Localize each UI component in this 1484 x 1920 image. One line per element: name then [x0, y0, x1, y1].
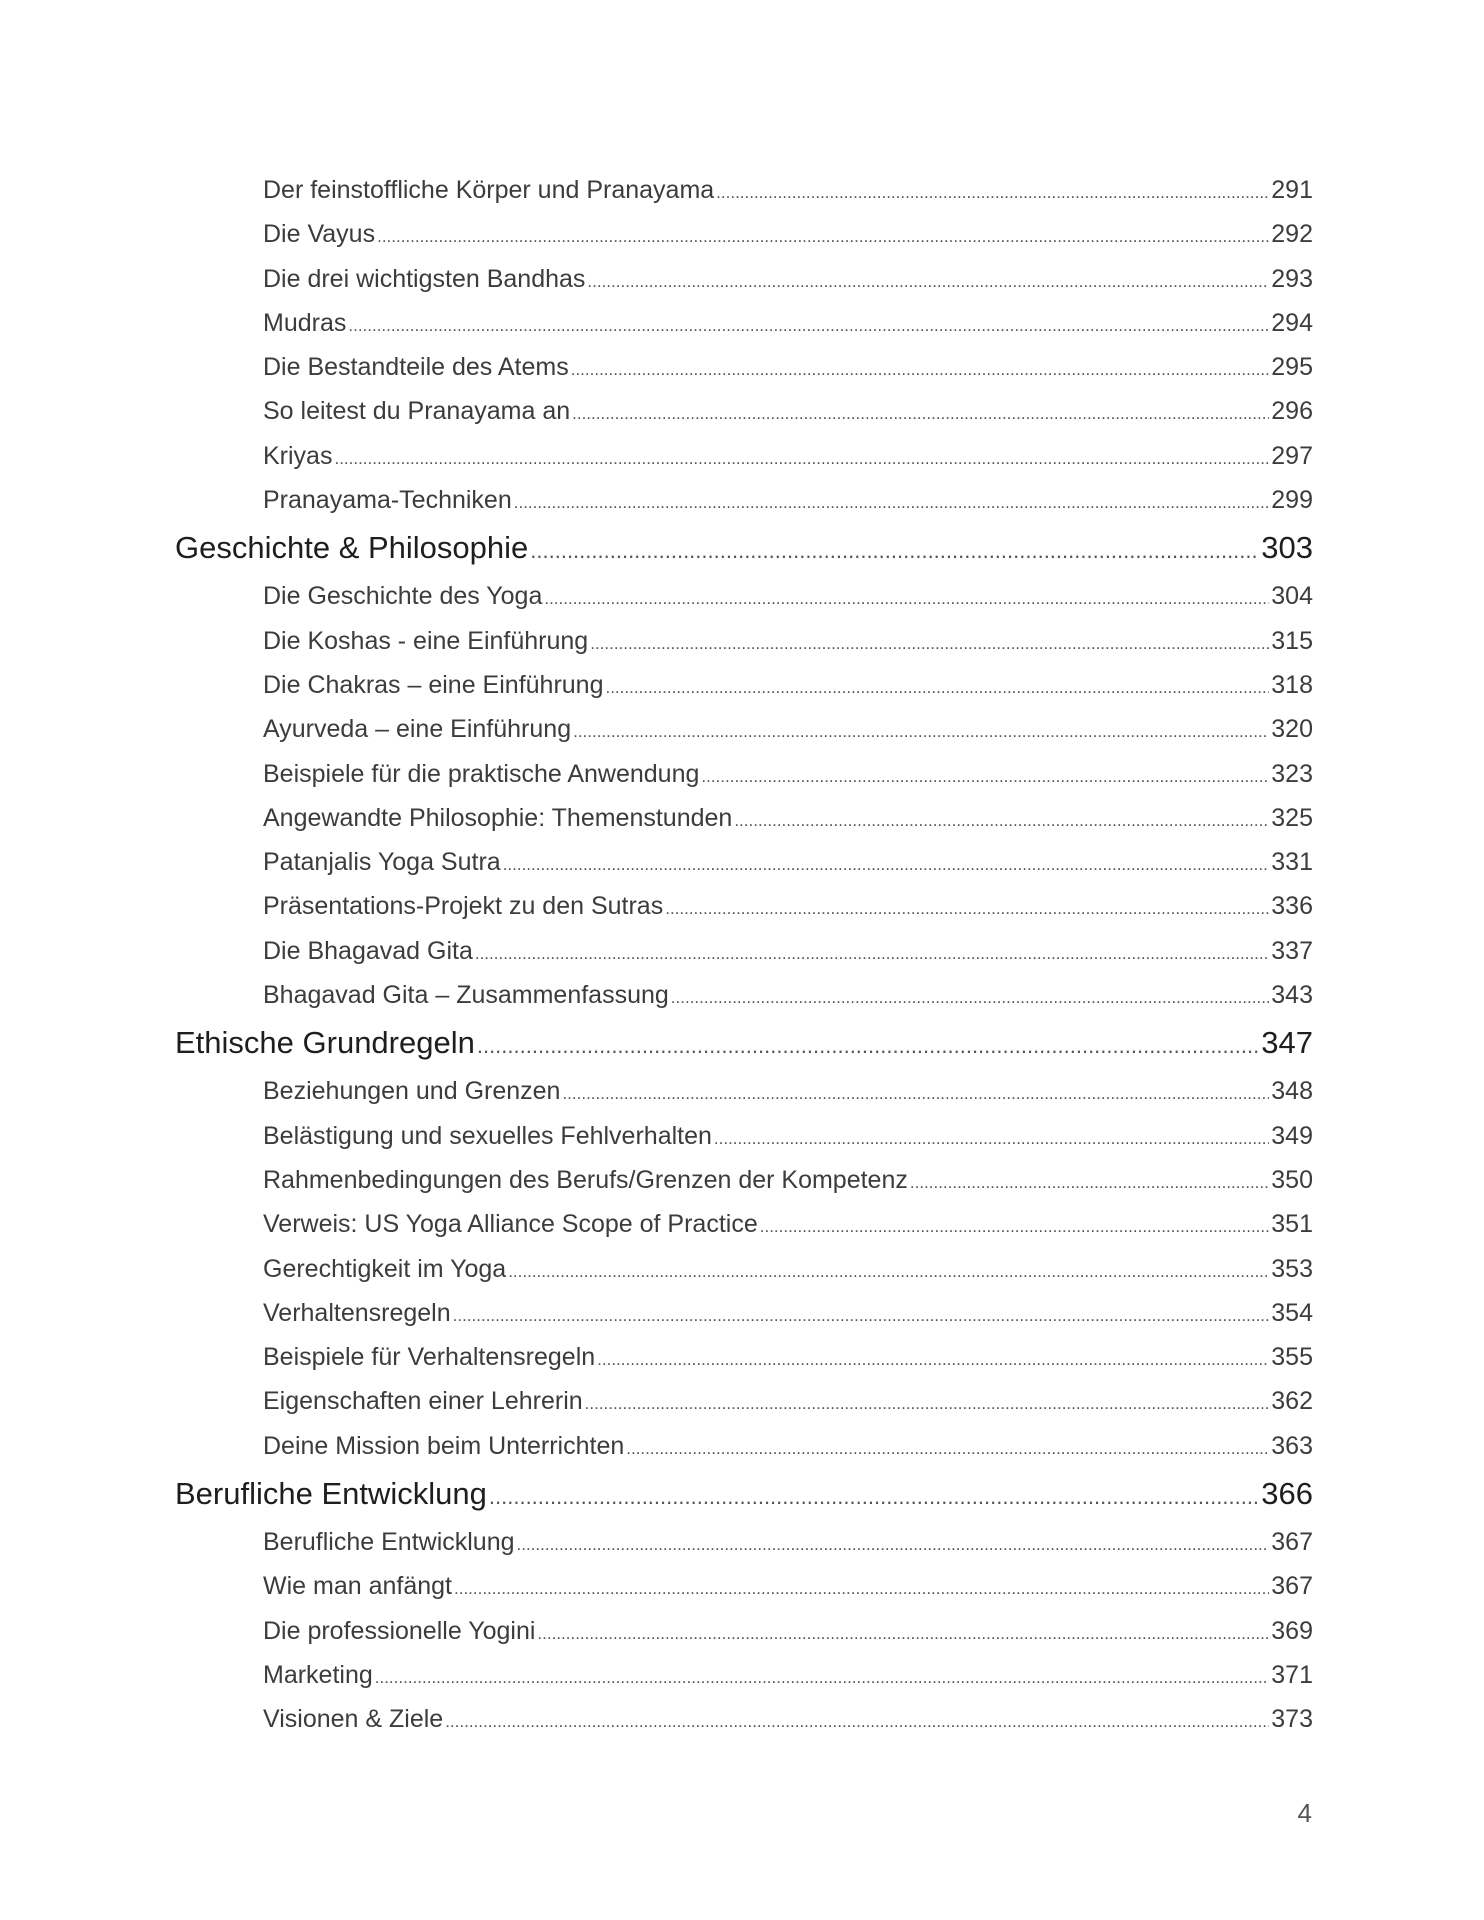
toc-entry-page-number: 304 — [1271, 582, 1313, 611]
toc-dot-leader — [508, 1250, 1269, 1294]
toc-entry-page-number: 331 — [1271, 848, 1313, 877]
toc-entry-title: Beziehungen und Grenzen — [263, 1077, 561, 1106]
toc-entry-title: Ayurveda – eine Einführung — [263, 715, 572, 744]
toc-chapter-entry[interactable] — [175, 1468, 1313, 1520]
toc-section-entry[interactable] — [263, 301, 1313, 345]
toc-entry-page-number: 347 — [1261, 1025, 1313, 1061]
toc-section-entry[interactable] — [263, 434, 1313, 478]
toc-entry-title: Präsentations-Projekt zu den Sutras — [263, 892, 664, 921]
toc-section-entry[interactable] — [263, 574, 1313, 618]
toc-entry-title: Berufliche Entwicklung — [175, 1476, 487, 1512]
toc-section-entry[interactable] — [263, 1069, 1313, 1113]
toc-section-entry[interactable] — [263, 840, 1313, 884]
toc-entry-page-number: 373 — [1271, 1705, 1313, 1734]
toc-dot-leader — [716, 171, 1269, 215]
toc-section-entry[interactable] — [263, 257, 1313, 301]
toc-entry-page-number: 293 — [1271, 264, 1313, 293]
toc-section-entry[interactable] — [263, 1697, 1313, 1741]
toc-entry-title: Belästigung und sexuelles Fehlverhalten — [263, 1121, 712, 1150]
toc-chapter-entry[interactable] — [175, 522, 1313, 574]
toc-entry-page-number: 297 — [1271, 441, 1313, 470]
toc-section-entry[interactable] — [263, 752, 1313, 796]
toc-entry-page-number: 367 — [1271, 1572, 1313, 1601]
toc-entry-title: So leitest du Pranayama an — [263, 397, 571, 426]
toc-dot-leader — [671, 976, 1269, 1020]
toc-entry-title: Deine Mission beim Unterrichten — [263, 1431, 625, 1460]
toc-entry-title: Rahmenbedingungen des Berufs/Grenzen der Kompetenz — [263, 1165, 908, 1194]
toc-entry-page-number: 371 — [1271, 1660, 1313, 1689]
toc-entry-title: Die Chakras – eine Einführung — [263, 670, 604, 699]
toc-entry-title: Marketing — [263, 1660, 373, 1689]
toc-entry-title: Patanjalis Yoga Sutra — [263, 848, 501, 877]
toc-entry-page-number: 354 — [1271, 1298, 1313, 1327]
toc-entry-title: Bhagavad Gita – Zusammenfassung — [263, 981, 669, 1010]
toc-entry-title: Visionen & Ziele — [263, 1705, 444, 1734]
toc-entry-page-number: 318 — [1271, 670, 1313, 699]
toc-section-entry[interactable] — [263, 1564, 1313, 1608]
toc-dot-leader — [375, 1656, 1270, 1700]
toc-dot-leader — [544, 577, 1269, 621]
toc-dot-leader — [910, 1161, 1269, 1205]
toc-entry-title: Verhaltensregeln — [263, 1298, 451, 1327]
toc-dot-leader — [760, 1205, 1270, 1249]
toc-section-entry[interactable] — [263, 1158, 1313, 1202]
toc-dot-leader — [514, 481, 1270, 525]
toc-entry-page-number: 294 — [1271, 308, 1313, 337]
toc-dot-leader — [605, 666, 1269, 710]
toc-entry-title: Angewandte Philosophie: Themenstunden — [263, 803, 733, 832]
toc-dot-leader — [626, 1427, 1269, 1471]
toc-entry-page-number: 303 — [1261, 530, 1313, 566]
toc-section-entry[interactable] — [263, 168, 1313, 212]
toc-section-entry[interactable] — [263, 1520, 1313, 1564]
toc-section-entry[interactable] — [263, 707, 1313, 751]
toc-entry-page-number: 355 — [1271, 1343, 1313, 1372]
toc-entry-title: Ethische Grundregeln — [175, 1025, 475, 1061]
toc-section-entry[interactable] — [263, 478, 1313, 522]
toc-dot-leader — [454, 1567, 1269, 1611]
toc-section-entry[interactable] — [263, 929, 1313, 973]
toc-entry-page-number: 350 — [1271, 1165, 1313, 1194]
toc-entry-title: Kriyas — [263, 441, 333, 470]
toc-entry-page-number: 292 — [1271, 220, 1313, 249]
toc-dot-leader — [334, 437, 1269, 481]
toc-dot-leader — [537, 1612, 1269, 1656]
toc-dot-leader — [701, 755, 1269, 799]
toc-dot-leader — [477, 1020, 1259, 1072]
toc-entry-title: Beispiele für Verhaltensregeln — [263, 1343, 596, 1372]
toc-entry-page-number: 367 — [1271, 1528, 1313, 1557]
toc-dot-leader — [453, 1294, 1270, 1338]
toc-dot-leader — [517, 1523, 1270, 1567]
toc-dot-leader — [590, 622, 1269, 666]
toc-section-entry[interactable] — [263, 345, 1313, 389]
toc-dot-leader — [489, 1471, 1259, 1523]
toc-entry-page-number: 296 — [1271, 397, 1313, 426]
toc-entry-page-number: 325 — [1271, 803, 1313, 832]
toc-entry-page-number: 299 — [1271, 486, 1313, 515]
toc-entry-page-number: 315 — [1271, 626, 1313, 655]
toc-dot-leader — [475, 932, 1269, 976]
toc-entry-title: Verweis: US Yoga Alliance Scope of Practice — [263, 1210, 758, 1239]
toc-dot-leader — [571, 348, 1270, 392]
toc-entry-page-number: 362 — [1271, 1387, 1313, 1416]
toc-dot-leader — [348, 304, 1269, 348]
toc-entry-title: Mudras — [263, 308, 347, 337]
toc-section-entry[interactable] — [263, 212, 1313, 256]
toc-entry-title: Berufliche Entwicklung — [263, 1528, 515, 1557]
toc-entry-title: Die Bhagavad Gita — [263, 936, 473, 965]
toc-entry-title: Geschichte & Philosophie — [175, 530, 529, 566]
toc-section-entry[interactable] — [263, 1379, 1313, 1423]
toc-entry-title: Eigenschaften einer Lehrerin — [263, 1387, 583, 1416]
toc-entry-title: Die Vayus — [263, 220, 376, 249]
toc-section-entry[interactable] — [263, 1424, 1313, 1468]
toc-entry-page-number: 369 — [1271, 1616, 1313, 1645]
toc-section-entry[interactable] — [263, 619, 1313, 663]
toc-dot-leader — [714, 1117, 1269, 1161]
toc-entry-page-number: 351 — [1271, 1210, 1313, 1239]
toc-section-entry[interactable] — [263, 1114, 1313, 1158]
toc-section-entry[interactable] — [263, 663, 1313, 707]
toc-dot-leader — [562, 1072, 1269, 1116]
toc-section-entry[interactable] — [263, 973, 1313, 1017]
toc-entry-title: Die Koshas - eine Einführung — [263, 626, 589, 655]
toc-entry-title: Gerechtigkeit im Yoga — [263, 1254, 507, 1283]
toc-entry-page-number: 353 — [1271, 1254, 1313, 1283]
toc-entry-page-number: 337 — [1271, 936, 1313, 965]
toc-section-entry[interactable] — [263, 1202, 1313, 1246]
toc-dot-leader — [734, 799, 1269, 843]
toc-entry-title: Pranayama-Techniken — [263, 486, 512, 515]
toc-entry-page-number: 295 — [1271, 353, 1313, 382]
toc-entry-title: Wie man anfängt — [263, 1572, 452, 1601]
toc-entry-title: Die Bestandteile des Atems — [263, 353, 569, 382]
toc-entry-page-number: 323 — [1271, 759, 1313, 788]
table-of-contents — [175, 168, 1313, 1742]
toc-section-entry[interactable] — [263, 1247, 1313, 1291]
toc-dot-leader — [665, 887, 1269, 931]
page-number: 4 — [1297, 1798, 1312, 1828]
toc-section-entry[interactable] — [263, 389, 1313, 433]
toc-dot-leader — [573, 710, 1269, 754]
toc-section-entry[interactable] — [263, 1291, 1313, 1335]
toc-dot-leader — [587, 260, 1269, 304]
toc-entry-page-number: 348 — [1271, 1077, 1313, 1106]
toc-section-entry[interactable] — [263, 1335, 1313, 1379]
toc-entry-page-number: 349 — [1271, 1121, 1313, 1150]
toc-dot-leader — [585, 1382, 1270, 1426]
toc-dot-leader — [572, 392, 1269, 436]
toc-entry-title: Die professionelle Yogini — [263, 1616, 536, 1645]
toc-section-entry[interactable] — [263, 884, 1313, 928]
toc-dot-leader — [597, 1338, 1269, 1382]
toc-entry-title: Die drei wichtigsten Bandhas — [263, 264, 586, 293]
toc-dot-leader — [445, 1700, 1269, 1744]
toc-section-entry[interactable] — [263, 796, 1313, 840]
toc-section-entry[interactable] — [263, 1609, 1313, 1653]
toc-chapter-entry[interactable] — [175, 1017, 1313, 1069]
toc-entry-page-number: 363 — [1271, 1431, 1313, 1460]
toc-entry-page-number: 291 — [1271, 176, 1313, 204]
toc-entry-title: Der feinstoffliche Körper und Pranayama — [263, 176, 715, 204]
toc-entry-page-number: 320 — [1271, 715, 1313, 744]
toc-entry-page-number: 343 — [1271, 981, 1313, 1010]
toc-entry-title: Die Geschichte des Yoga — [263, 582, 543, 611]
toc-dot-leader — [530, 525, 1259, 577]
toc-entry-page-number: 366 — [1261, 1476, 1313, 1512]
toc-entry-title: Beispiele für die praktische Anwendung — [263, 759, 700, 788]
toc-dot-leader — [503, 843, 1270, 887]
toc-entry-page-number: 336 — [1271, 892, 1313, 921]
toc-section-entry[interactable] — [263, 1653, 1313, 1697]
toc-dot-leader — [377, 215, 1269, 259]
